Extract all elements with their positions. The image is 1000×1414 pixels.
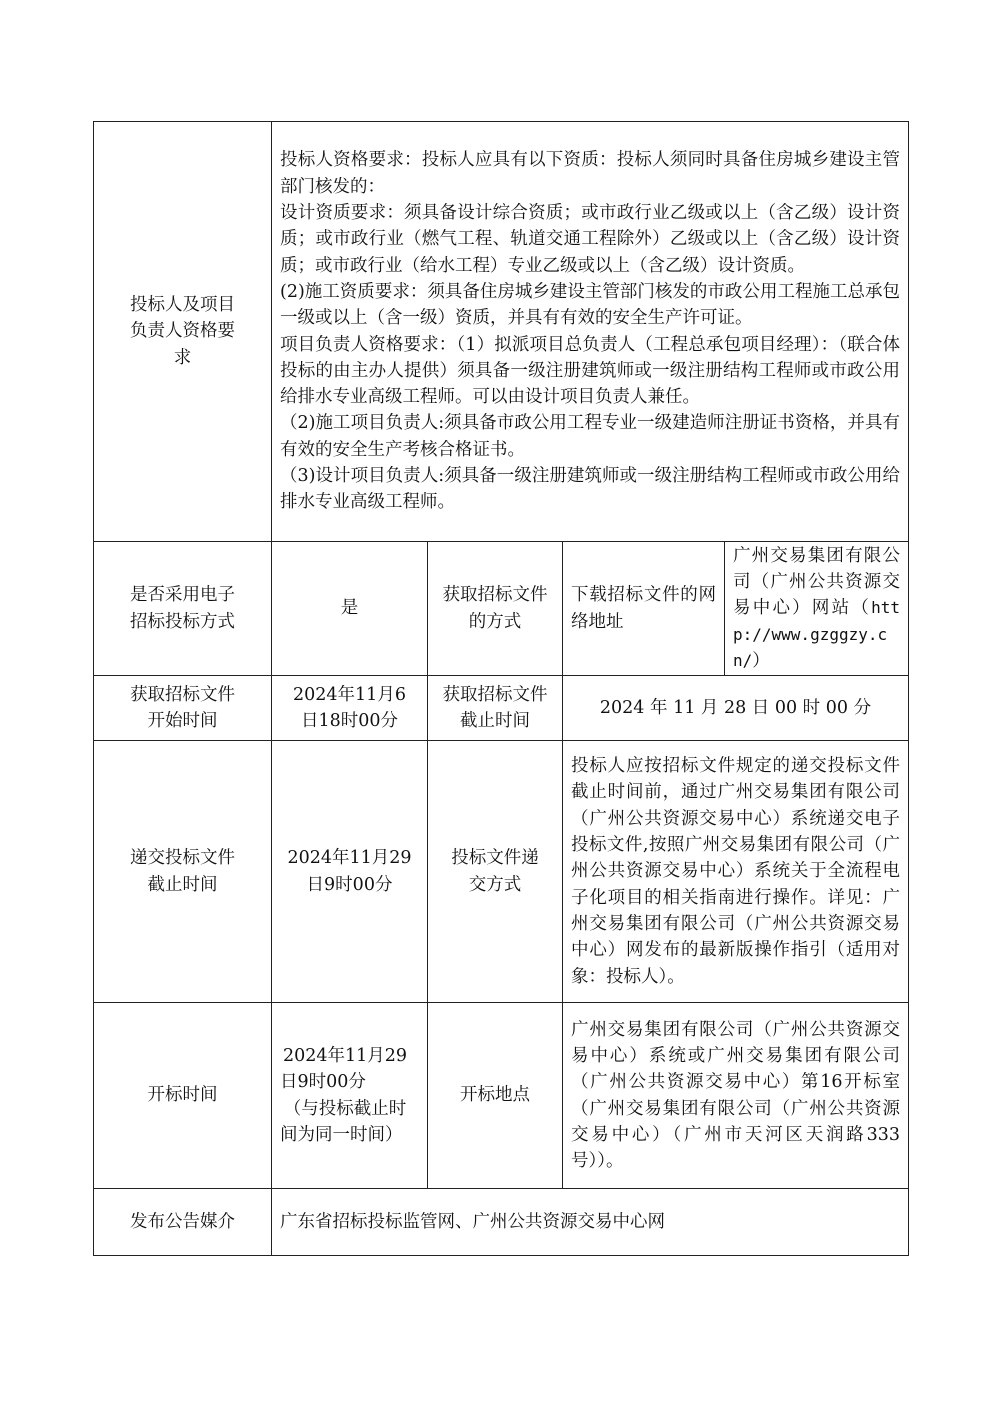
media-label: 发布公告媒介 [94,1189,272,1256]
opening-time: 2024年11月29日9时00分 （与投标截止时间为同一时间） [272,1003,428,1189]
opening-time-label: 开标时间 [94,1003,272,1189]
electronic-row [94,542,909,676]
obtain-method-label: 获取招标文件的方式 [428,542,563,676]
electronic-value: 是 [272,542,428,676]
media-value: 广东省招标投标监管网、广州公共资源交易中心网 [272,1189,909,1256]
obtain-deadline-label: 获取招标文件截止时间 [428,676,563,741]
submit-method-value: 投标人应按招标文件规定的递交投标文件截止时间前，通过广州交易集团有限公司（广州公共资源交易中心）系统递交电子投标文件,按照广州交易集团有限公司（广州公共资源交易中心）系统关于全流程电子化项目的相关指南进行操作。详见：广州交易集团有限公司（广州公共资源交易中心）网发布的最新版操作指引（适用对象：投标人）。 [563,741,909,1003]
obtain-start-label: 获取招标文件开始时间 [94,676,272,741]
opening-place-value: 广州交易集团有限公司（广州公共资源交易中心）系统或广州交易集团有限公司（广州公共资源交易中心）第16开标室（广州交易集团有限公司（广州公共资源交易中心）（广州市天河区天润路333号））。 [563,1003,909,1189]
qualification-paragraph: （2)施工项目负责人:须具备市政公用工程专业一级建造师注册证书资格，并具有有效的安全生产考核合格证书。 [280,413,900,460]
submit-deadline-label: 递交投标文件截止时间 [94,741,272,1003]
submit-row [94,741,909,1003]
qualification-paragraph: 项目负责人资格要求：（1）拟派项目总负责人（工程总承包项目经理）：（联合体投标的由主办人提供）须具备一级注册建筑师或一级注册结构工程师或市政公用给排水专业高级工程师。可以由设计项目负责人兼任。 [280,334,900,408]
opening-place-label: 开标地点 [428,1003,563,1189]
obtain-method-value: 下载招标文件的网络地址 [563,542,725,676]
obtain-start-time: 2024年11月6日18时00分 [272,676,428,741]
obtain-row [94,676,909,741]
submit-deadline-time: 2024年11月29日9时00分 [272,741,428,1003]
qualification-content [272,122,909,542]
media-row [94,1189,909,1256]
qualification-label: 投标人及项目负责人资格要求 [94,122,272,542]
website-link[interactable]: http://www.gzggzy.cn/ [733,598,900,670]
qualification-paragraph: （3)设计项目负责人:须具备一级注册建筑师或一级注册结构工程师或市政公用给排水专业高级工程师。 [280,465,900,513]
obtain-deadline-time: 2024 年 11 月 28 日 00 时 00 分 [563,676,909,741]
submit-method-label: 投标文件递交方式 [428,741,563,1003]
qualification-paragraph: 投标人资格要求：投标人应具有以下资质：投标人须同时具备住房城乡建设主管部门核发的： [280,150,900,197]
qualification-row [94,122,909,542]
qualification-paragraph: 设计资质要求：须具备设计综合资质；或市政行业乙级或以上（含乙级）设计资质；或市政行业（燃气工程、轨道交通工程除外）乙级或以上（含乙级）设计资质；或市政行业（给水工程）专业乙级或以上（含乙级）设计资质。 [280,203,900,276]
tender-info-table [93,121,909,1256]
electronic-label: 是否采用电子招标投标方式 [94,542,272,676]
qualification-paragraph: (2)施工资质要求：须具备住房城乡建设主管部门核发的市政公用工程施工总承包一级或以上（含一级）资质，并具有有效的安全生产许可证。 [280,281,900,329]
opening-row [94,1003,909,1189]
obtain-website: 广州交易集团有限公司（广州公共资源交易中心）网站（http://www.gzggzy.cn/） [725,542,909,676]
